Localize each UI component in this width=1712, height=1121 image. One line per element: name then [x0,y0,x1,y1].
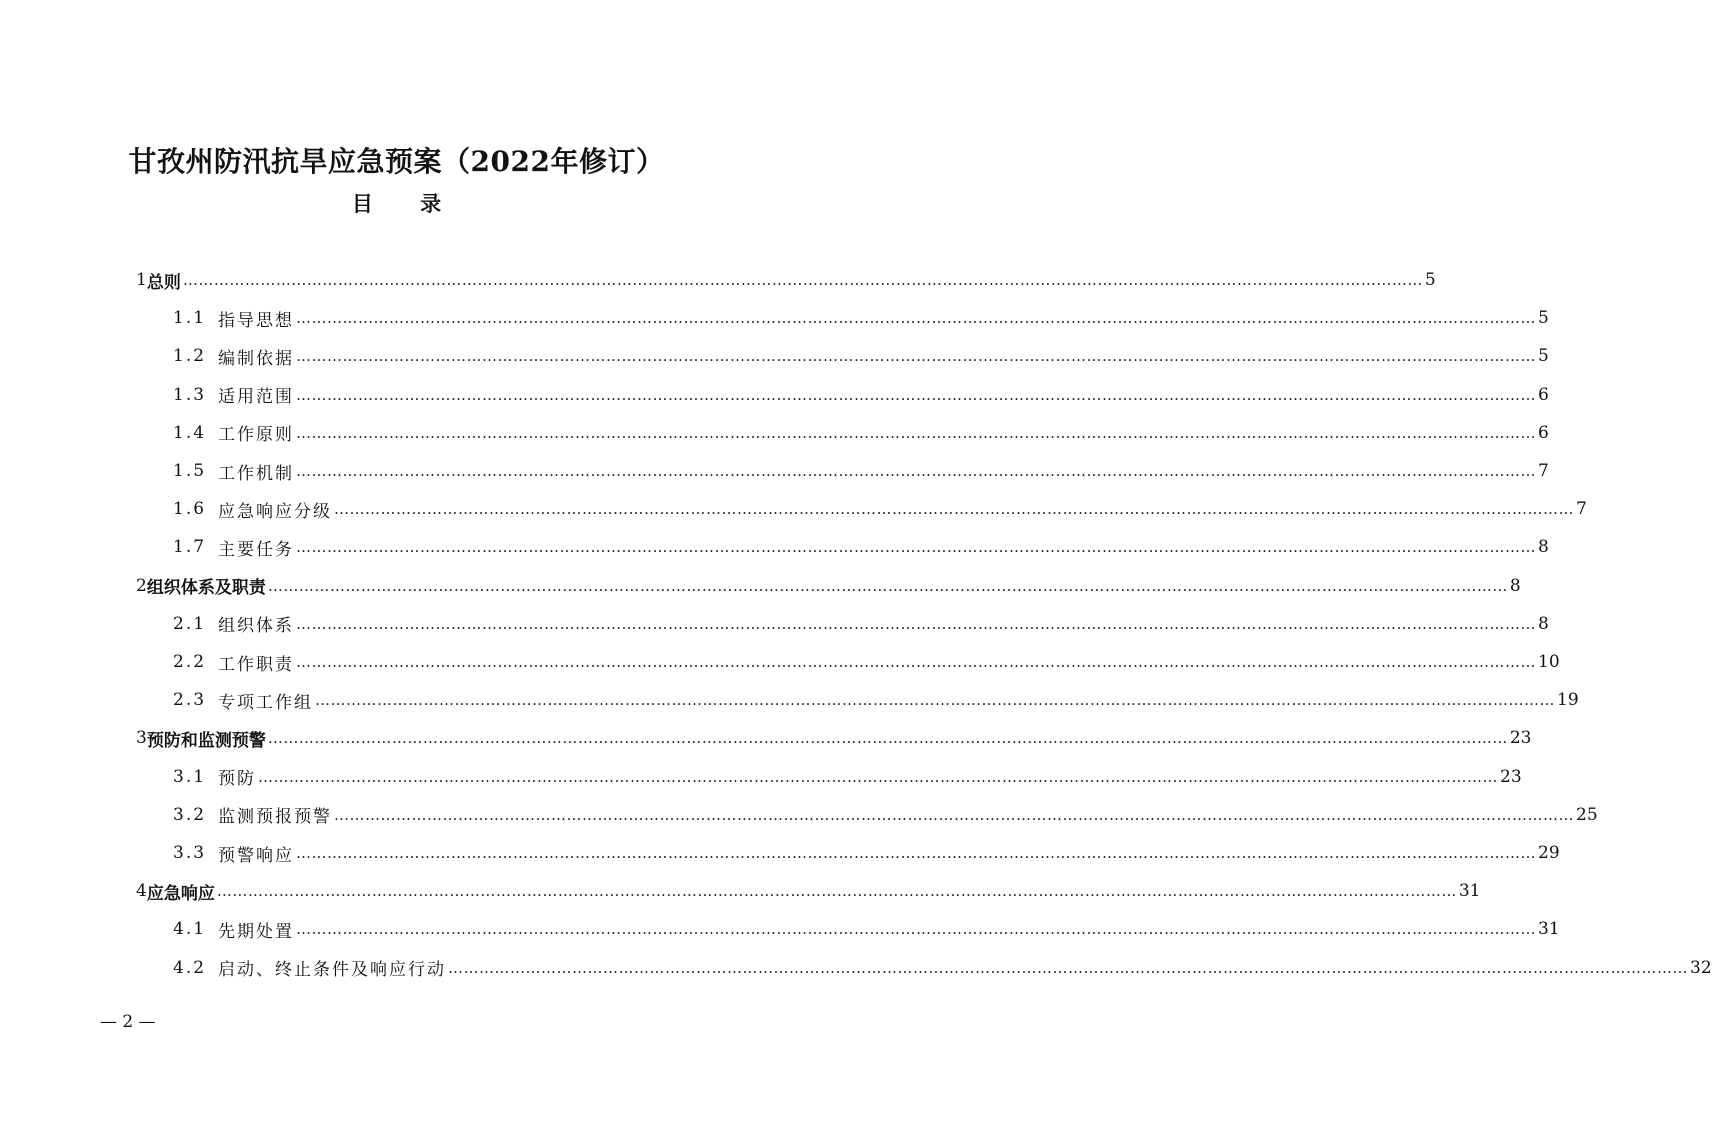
toc-entry-label: 监测预报预警 [218,807,333,828]
toc-entry-number: 2.1 [173,613,207,634]
toc-entry-page: 31 [1538,919,1560,940]
toc-entry-page: 8 [1538,537,1549,558]
toc-entry-number: 1.4 [173,422,207,443]
toc-entry-label: 编制依据 [218,348,295,369]
toc-entry-number: 2 [136,575,147,596]
toc-entry[interactable] [173,608,1549,640]
toc-entry-label: 总则 [146,272,181,293]
toc-entry[interactable] [173,913,1560,945]
toc-entry-page: 23 [1509,728,1532,749]
toc-entry[interactable] [173,684,1579,716]
toc-entry[interactable] [173,761,1522,793]
toc-entry-number: 1.3 [173,384,207,405]
toc-entry-number: 3 [136,728,147,749]
toc-entry-label: 组织体系及职责 [146,578,266,599]
toc-entry-page: 31 [1458,881,1481,902]
toc-entry-label: 预警响应 [218,845,295,866]
toc-entry-label: 预防和监测预警 [146,730,266,751]
toc-entry-label: 主要任务 [218,539,295,560]
toc-entry-number: 1.5 [173,461,207,481]
toc-entry[interactable] [173,455,1549,487]
toc-leader-dots: …………………………………………………………………………………………………………………………………………………………………………………………………………………… [258,767,1499,786]
toc-entry[interactable] [173,340,1549,372]
toc-leader-dots: …………………………………………………………………………………………………………………………………………………………………………………………………………………… [296,844,1537,862]
toc-entry-number: 1.7 [173,537,207,558]
toc-entry-number: 3.1 [173,766,207,787]
toc-entry-number: 4.2 [173,957,207,978]
toc-entry-page: 7 [1576,499,1587,520]
toc-leader-dots: …………………………………………………………………………………………………………………………………………………………………………………………………………………… [334,500,1575,519]
toc-leader-dots: …………………………………………………………………………………………………………………………………………………………………………………………………………………… [296,385,1537,404]
toc-entry[interactable] [173,646,1560,678]
toc-entry-page: 25 [1576,804,1598,825]
toc-entry-label: 启动、终止条件及响应行动 [218,960,447,981]
toc-entry[interactable] [173,302,1549,334]
toc-entry-label: 应急响应分级 [218,501,333,522]
toc-entry-page: 5 [1424,270,1436,290]
toc-entry-label: 工作原则 [218,425,295,446]
toc-leader-dots: …………………………………………………………………………………………………………………………………………………………………………………………………………………… [267,576,1508,595]
toc-entry[interactable] [136,570,1521,602]
toc-entry-page: 23 [1500,766,1522,787]
toc-leader-dots: …………………………………………………………………………………………………………………………………………………………………………………………………………………… [296,653,1537,671]
toc-entry[interactable] [173,531,1549,563]
toc-leader-dots: …………………………………………………………………………………………………………………………………………………………………………………………………………………… [296,614,1537,633]
toc-entry-page: 8 [1509,575,1521,596]
toc-leader-dots: …………………………………………………………………………………………………………………………………………………………………………………………………………………… [216,882,1457,901]
toc-entry-page: 32 [1690,957,1712,978]
toc-entry-page: 8 [1538,613,1549,634]
toc-leader-dots: …………………………………………………………………………………………………………………………………………………………………………………………………………………… [267,729,1508,748]
toc-leader-dots: …………………………………………………………………………………………………………………………………………………………………………………………………………………… [334,805,1575,824]
toc-entry-number: 1.1 [173,308,207,329]
toc-entry-page: 6 [1538,422,1549,443]
toc-entry[interactable] [173,493,1587,525]
toc-leader-dots: …………………………………………………………………………………………………………………………………………………………………………………………………………………… [315,691,1556,710]
toc-heading-right: 录 [420,191,442,216]
toc-entry-page: 7 [1538,461,1549,481]
toc-entry-label: 应急响应 [146,883,215,904]
toc-entry-number: 3.3 [173,843,207,863]
toc-entry-label: 工作机制 [218,463,295,484]
toc-entry-number: 1.2 [173,346,207,367]
toc-leader-dots: …………………………………………………………………………………………………………………………………………………………………………………………………………………… [296,538,1537,557]
toc-entry[interactable] [173,837,1560,869]
toc-entry-page: 5 [1538,346,1549,367]
toc-entry[interactable] [136,875,1481,907]
toc-entry-page: 29 [1538,843,1560,863]
toc-entry-label: 专项工作组 [218,692,314,713]
toc-entry[interactable] [173,417,1549,449]
toc-entry[interactable] [173,952,1712,984]
toc-heading-left: 目 [351,191,373,216]
toc-entry-label: 组织体系 [218,616,295,637]
toc-leader-dots: …………………………………………………………………………………………………………………………………………………………………………………………………………………… [296,347,1537,366]
toc-entry-page: 10 [1538,652,1560,672]
toc-entry-page: 6 [1538,384,1549,405]
toc-entry-number: 2.3 [173,690,207,711]
toc-leader-dots: …………………………………………………………………………………………………………………………………………………………………………………………………………………… [296,462,1537,480]
toc-entry-label: 工作职责 [218,654,295,675]
toc-entry-number: 4.1 [173,919,207,940]
toc-entry[interactable] [136,722,1532,754]
page-number: — 2 — [100,1012,156,1032]
toc-entry[interactable] [173,799,1598,831]
toc-entry-label: 先期处置 [218,921,295,942]
toc-leader-dots: …………………………………………………………………………………………………………………………………………………………………………………………………………………… [296,920,1537,939]
toc-entry-label: 预防 [218,769,257,790]
toc-entry[interactable] [173,379,1549,411]
toc-entry-page: 19 [1557,690,1579,711]
toc-leader-dots: …………………………………………………………………………………………………………………………………………………………………………………………………………………… [448,958,1689,977]
toc-entry[interactable] [136,264,1436,296]
toc-leader-dots: …………………………………………………………………………………………………………………………………………………………………………………………………………………… [296,423,1537,442]
toc-entry-number: 4 [136,881,147,902]
toc-entry-number: 3.2 [173,804,207,825]
toc-entry-number: 1 [136,270,147,290]
document-title: 甘孜州防汛抗旱应急预案（2022年修订） [128,145,665,178]
toc-entry-page: 5 [1538,308,1549,329]
toc-entry-label: 指导思想 [218,310,295,331]
toc-entry-number: 2.2 [173,652,207,672]
toc-entry-number: 1.6 [173,499,207,520]
toc-leader-dots: …………………………………………………………………………………………………………………………………………………………………………………………………………………… [182,271,1423,289]
toc-heading [0,190,793,218]
toc-entry-label: 适用范围 [218,387,295,408]
toc-leader-dots: …………………………………………………………………………………………………………………………………………………………………………………………………………………… [296,309,1537,328]
